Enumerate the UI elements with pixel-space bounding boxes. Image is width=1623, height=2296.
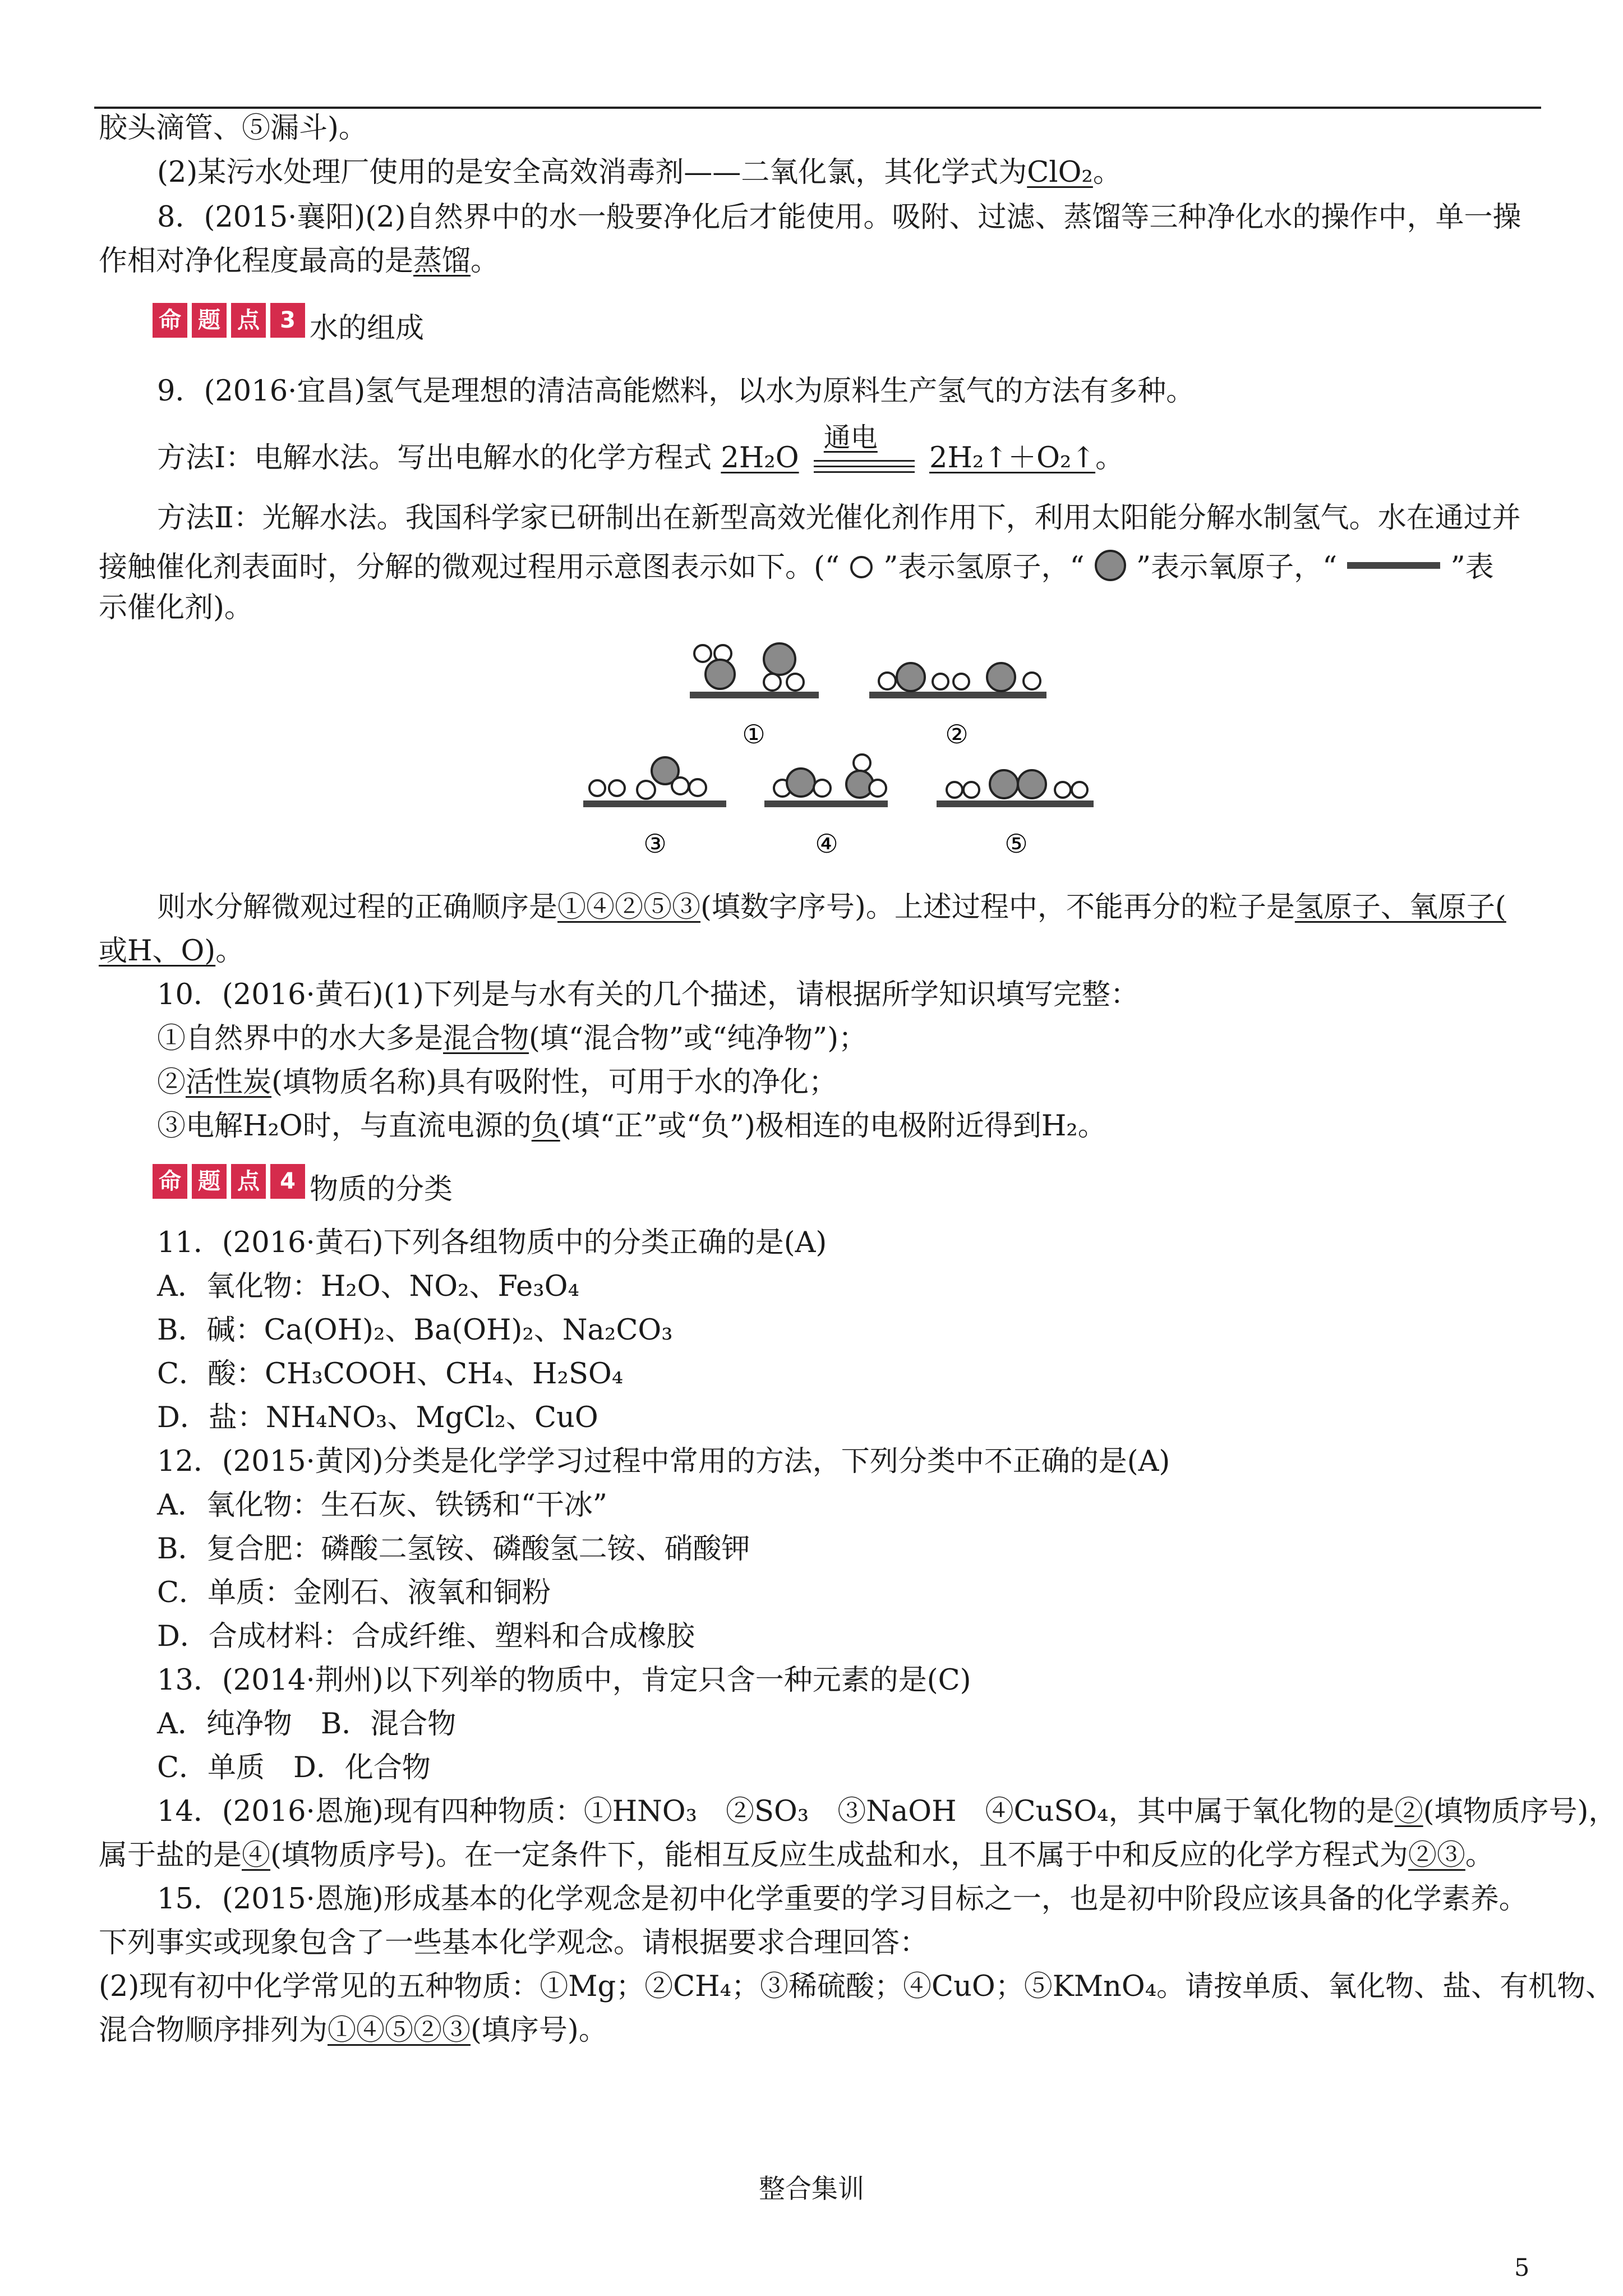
text-line: 方法Ⅱ：光解水法。我国科学家已研制出在新型高效光催化剂作用下，利用太阳能分解水制氢气。水在通过并 <box>157 501 1521 535</box>
oxygen-atom-icon <box>1094 549 1127 582</box>
text-line: ②活性炭(填物质名称)具有吸附性，可用于水的净化； <box>157 1066 837 1099</box>
option: A．氧化物：生石灰、铁锈和“干冰” <box>157 1489 607 1522</box>
top-rule <box>94 107 1541 109</box>
question-10: 10．(2016·黄石)(1)下列是与水有关的几个描述，请根据所学知识填写完整： <box>157 978 1139 1011</box>
question-12: 12．(2015·黄冈)分类是化学学习过程中常用的方法，下列分类中不正确的是(A) <box>157 1445 1170 1478</box>
option: C．酸：CH₃COOH、CH₄、H₂SO₄ <box>157 1358 624 1391</box>
hydrogen-atom-icon <box>849 554 874 580</box>
answer-blank: 蒸馏 <box>413 245 471 278</box>
answer-blank: 活性炭 <box>186 1066 272 1099</box>
question-13: 13．(2014·荆州)以下列举的物质中，肯定只含一种元素的是(C) <box>157 1664 971 1697</box>
stage-1 <box>690 643 819 749</box>
option: C．单质：金刚石、液氧和铜粉 <box>157 1576 551 1609</box>
option: A．氧化物：H₂O、NO₂、Fe₃O₄ <box>157 1270 579 1303</box>
water-decomposition-diagram <box>0 628 1623 886</box>
answer-blank: 混合物 <box>443 1022 529 1055</box>
stage-label: ① <box>742 719 766 749</box>
stage-5 <box>937 770 1094 859</box>
text-line: ③电解H₂O时，与直流电源的负(填“正”或“负”)极相连的电极附近得到H₂。 <box>157 1110 1106 1143</box>
page-footer: 整合集训 <box>759 2174 864 2205</box>
reaction-condition: 通电 <box>808 443 920 477</box>
catalyst-icon <box>1346 558 1441 574</box>
option: D．合成材料：合成纤维、塑料和合成橡胶 <box>157 1620 695 1653</box>
text-line: 则水分解微观过程的正确顺序是①④②⑤③(填数字序号)。上述过程中，不能再分的粒子是氢原子、氧原子( <box>157 891 1506 924</box>
page-number: 5 <box>1514 2254 1530 2282</box>
answer-blank: ②③ <box>1408 1839 1465 1872</box>
text-line: 8．(2015·襄阳)(2)自然界中的水一般要净化后才能使用。吸附、过滤、蒸馏等三种净化水的操作中，单一操 <box>157 201 1521 234</box>
text-line: (2)某污水处理厂使用的是安全高效消毒剂——二氧化氯，其化学式为ClO₂。 <box>157 156 1122 189</box>
text-line: 作相对净化程度最高的是蒸馏。 <box>99 245 500 278</box>
text-line: 或H、O)。 <box>99 935 245 968</box>
answer-blank: 负 <box>531 1110 560 1143</box>
text-line: 混合物顺序排列为①④⑤②③(填序号)。 <box>99 2014 607 2047</box>
text-line: ①自然界中的水大多是混合物(填“混合物”或“纯净物”)； <box>157 1022 868 1055</box>
topic-title: 水的组成 <box>310 312 425 345</box>
question-9: 9．(2016·宜昌)氢气是理想的清洁高能燃料，以水为原料生产氢气的方法有多种。 <box>157 375 1195 408</box>
text-line: 下列事实或现象包含了一些基本化学观念。请根据要求合理回答： <box>99 1926 929 1959</box>
option: B．复合肥：磷酸二氢铵、磷酸氢二铵、硝酸钾 <box>157 1533 750 1566</box>
option: B．碱：Ca(OH)₂、Ba(OH)₂、Na₂CO₃ <box>157 1314 673 1347</box>
text-line: 胶头滴管、⑤漏斗)。 <box>99 112 367 145</box>
text-line: 示催化剂)。 <box>99 591 253 624</box>
stage-2 <box>869 663 1046 749</box>
question-15: 15．(2015·恩施)形成基本的化学观念是初中化学重要的学习目标之一，也是初中阶段应该具备的化学素养。 <box>157 1883 1528 1916</box>
answer-blank: ④ <box>242 1839 271 1872</box>
equation-rhs: 2H₂↑＋O₂↑ <box>929 441 1096 475</box>
equation-lhs: 2H₂O <box>721 441 799 475</box>
answer-blank: ①④⑤②③ <box>328 2014 471 2047</box>
question-11: 11．(2016·黄石)下列各组物质中的分类正确的是(A) <box>157 1226 827 1259</box>
answer-blank: 氢原子、氧原子( <box>1294 891 1506 924</box>
option: D．盐：NH₄NO₃、MgCl₂、CuO <box>157 1401 598 1434</box>
text-line: 属于盐的是④(填物质序号)。在一定条件下，能相互反应生成盐和水，且不属于中和反应的化学方程式为②③。 <box>99 1839 1494 1872</box>
answer-blank: 或H、O) <box>99 935 216 968</box>
answer-blank: ①④②⑤③ <box>557 891 701 924</box>
answer-blank: ② <box>1394 1795 1423 1828</box>
topic-badge: 命 题 点 3 <box>153 303 305 338</box>
text-line: 接触催化剂表面时，分解的微观过程用示意图表示如下。(“ ”表示氢原子，“ ”表示氧原子，“ ”表 <box>99 549 1494 582</box>
stage-label: ③ <box>643 829 667 859</box>
stage-label: ⑤ <box>1004 829 1028 859</box>
question-14: 14．(2016·恩施)现有四种物质：①HNO₃ ②SO₃ ③NaOH ④CuSO₄，其中属于氧化物的是②(填物质序号)， <box>157 1795 1617 1828</box>
option: C．单质 D．化合物 <box>157 1751 431 1784</box>
option: A．纯净物 B．混合物 <box>157 1708 457 1741</box>
stage-label: ④ <box>815 829 838 859</box>
text-line: (2)现有初中化学常见的五种物质：①Mg；②CH₄；③稀硫酸；④CuO；⑤KMnO₄。请按单质、氧化物、盐、有机物、 <box>99 1970 1615 2003</box>
topic-badge: 命 题 点 4 <box>153 1164 305 1199</box>
stage-3 <box>583 757 726 859</box>
stage-label: ② <box>945 719 969 749</box>
topic-title: 物质的分类 <box>310 1173 453 1206</box>
answer-blank: ClO₂ <box>1027 156 1093 189</box>
stage-4 <box>764 754 888 859</box>
text-line: 方法Ⅰ：电解水法。写出电解水的化学方程式 2H₂O 通电 2H₂↑＋O₂↑。 <box>157 443 1124 477</box>
